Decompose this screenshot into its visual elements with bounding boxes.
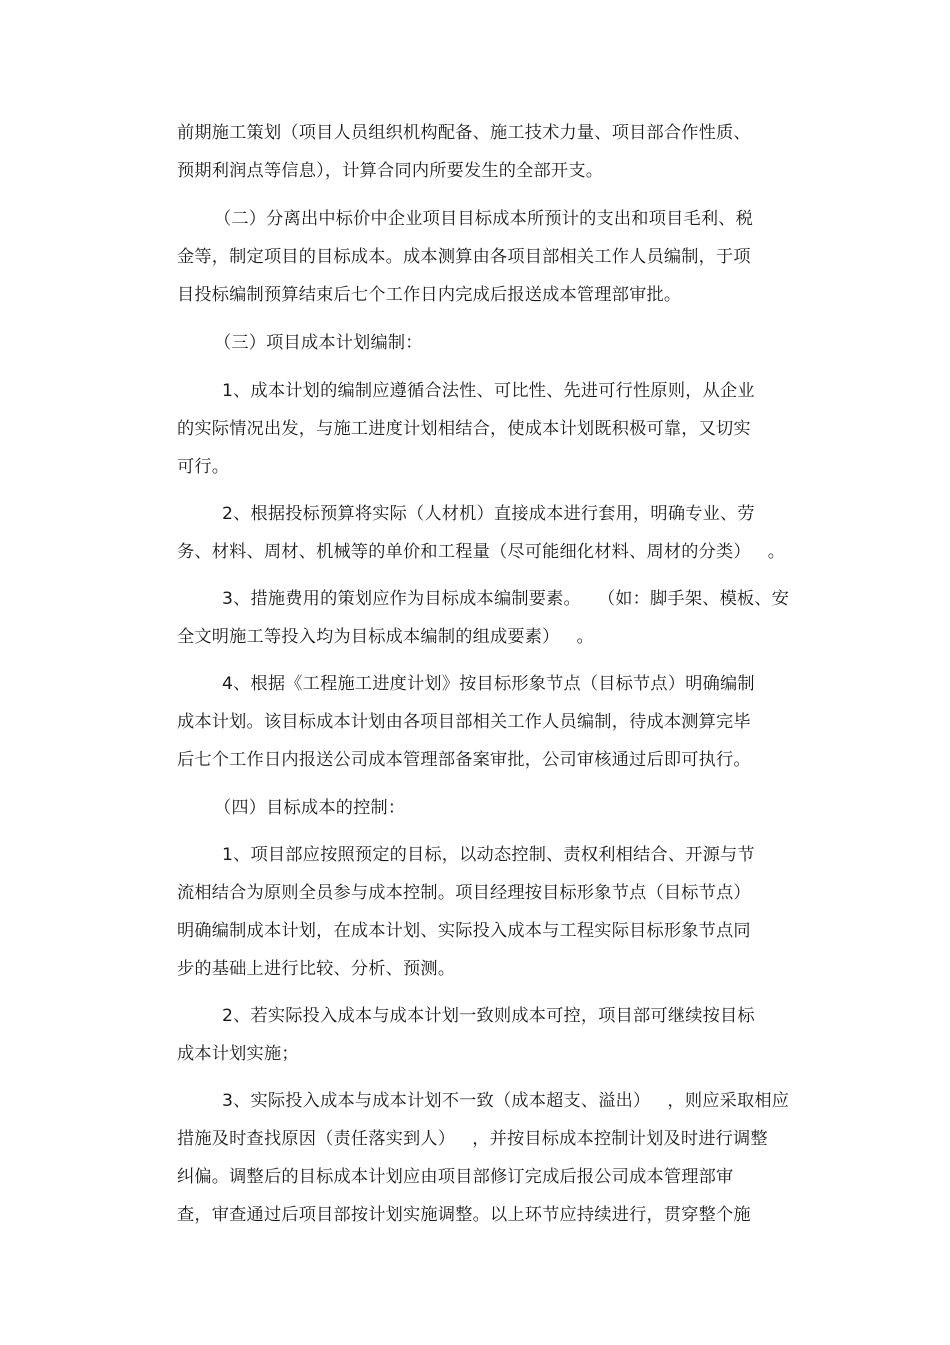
text-line: 成本计划实施； bbox=[177, 1044, 299, 1064]
text-line: 务、材料、周材、机械等的单价和工程量（尽可能细化材料、周材的分类） 。 bbox=[177, 542, 786, 562]
text-line: 纠偏。调整后的目标成本计划应由项目部修订完成后报公司成本管理部审 bbox=[177, 1167, 734, 1187]
text-line: 的实际情况出发，与施工进度计划相结合，使成本计划既积极可靠，又切实 bbox=[177, 419, 751, 439]
text-line: 1、成本计划的编制应遵循合法性、可比性、先进可行性原则，从企业 bbox=[222, 381, 755, 401]
text-line: 查，审查通过后项目部按计划实施调整。以上环节应持续进行，贯穿整个施 bbox=[177, 1205, 751, 1225]
text-line: 后七个工作日内报送公司成本管理部备案审批，公司审核通过后即可执行。 bbox=[177, 750, 751, 770]
text-line: 措施及时查找原因（责任落实到人） ，并按目标成本控制计划及时进行调整 bbox=[177, 1129, 768, 1149]
section-two-line: （二）分离出中标价中企业项目目标成本所预计的支出和项目毛利、税 bbox=[214, 209, 754, 229]
text-line: 目投标编制预算结束后七个工作日内完成后报送成本管理部审批。 bbox=[177, 285, 682, 305]
text-line: 3、实际投入成本与成本计划不一致（成本超支、溢出） ，则应采取相应 bbox=[222, 1091, 790, 1111]
text-line: 全文明施工等投入均为目标成本编制的组成要素） 。 bbox=[177, 627, 594, 647]
section-three-heading: （三）项目成本计划编制： bbox=[214, 333, 423, 353]
text-line: 金等，制定项目的目标成本。成本测算由各项目部相关工作人员编制，于项 bbox=[177, 247, 751, 267]
text-line: 2、根据投标预算将实际（人材机）直接成本进行套用，明确专业、劳 bbox=[222, 504, 755, 524]
text-line: 1、项目部应按照预定的目标，以动态控制、责权利相结合、开源与节 bbox=[222, 845, 755, 865]
text-line: 明确编制成本计划，在成本计划、实际投入成本与工程实际目标形象节点同 bbox=[177, 921, 751, 941]
text-line: 成本计划。该目标成本计划由各项目部相关工作人员编制，待成本测算完毕 bbox=[177, 712, 751, 732]
text-line: 前期施工策划（项目人员组织机构配备、施工技术力量、项目部合作性质、 bbox=[177, 123, 751, 143]
section-four-heading: （四）目标成本的控制： bbox=[214, 798, 406, 818]
text-line: 3、措施费用的策划应作为目标成本编制要素。 （如：脚手架、模板、安 bbox=[222, 589, 790, 609]
text-line: 可行。 bbox=[177, 457, 230, 477]
text-line: 4、根据《工程施工进度计划》按目标形象节点（目标节点）明确编制 bbox=[222, 674, 755, 694]
text-line: 步的基础上进行比较、分析、预测。 bbox=[177, 959, 456, 979]
text-line: 预期利润点等信息），计算合同内所要发生的全部开支。 bbox=[177, 161, 604, 181]
text-line: 流相结合为原则全员参与成本控制。项目经理按目标形象节点（目标节点） bbox=[177, 883, 751, 903]
text-line: 2、若实际投入成本与成本计划一致则成本可控，项目部可继续按目标 bbox=[222, 1006, 755, 1026]
